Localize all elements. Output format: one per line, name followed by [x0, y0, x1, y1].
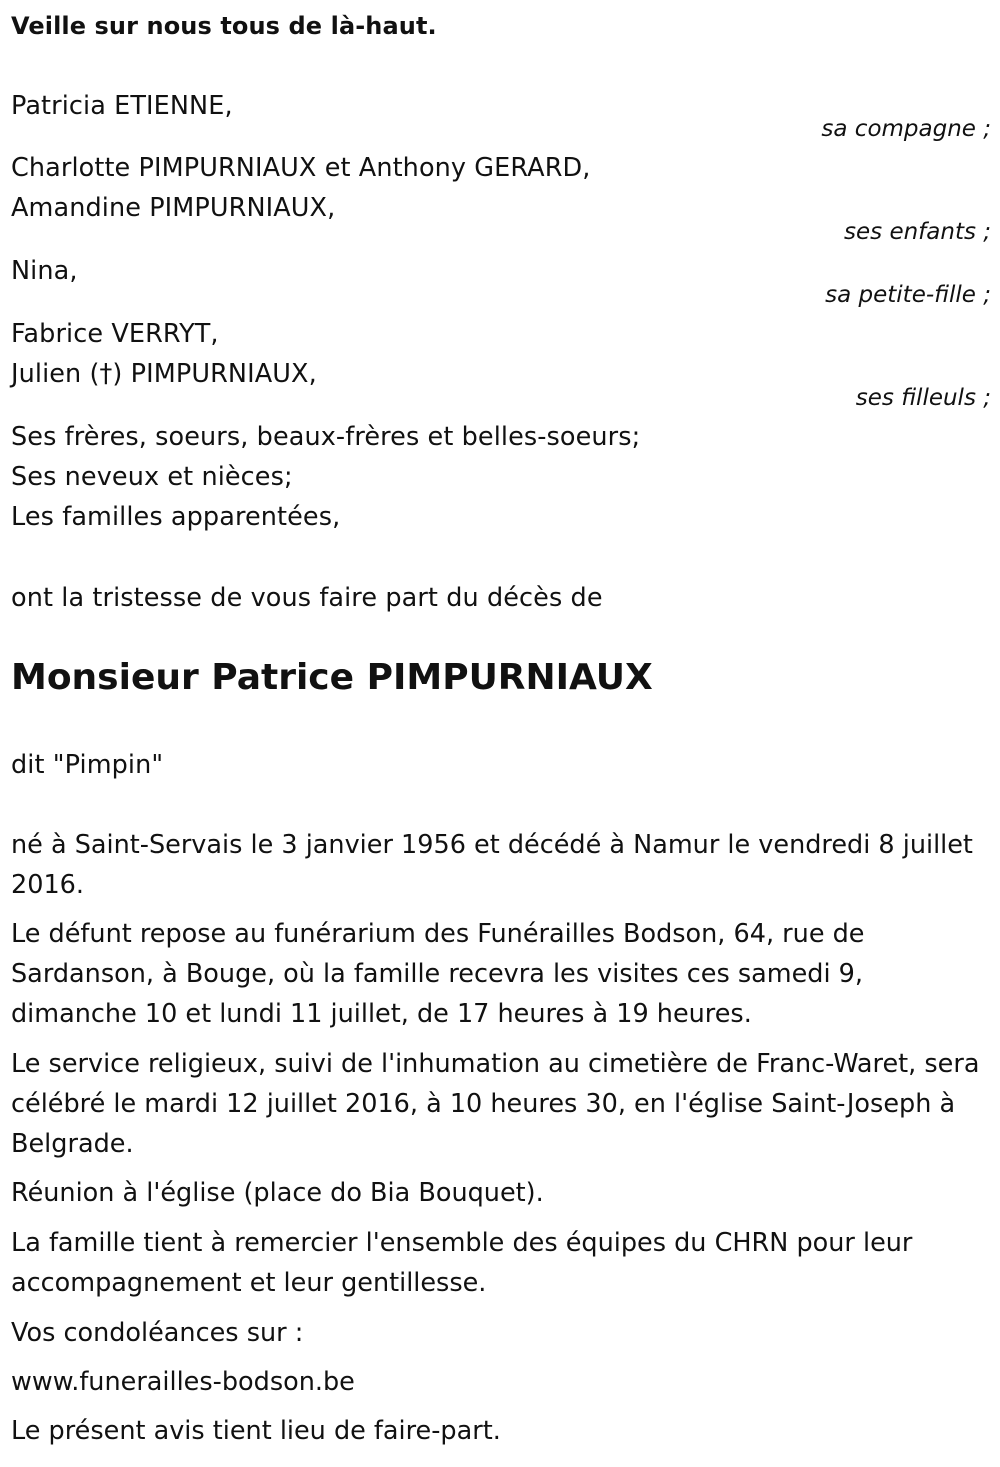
- godson-name: Julien (†) PIMPURNIAUX,: [11, 359, 317, 389]
- meeting-paragraph: Réunion à l'église (place do Bia Bouquet).: [11, 1178, 544, 1208]
- service-paragraph: Le service religieux, suivi de l'inhumation au cimetière de Franc-Waret, sera célébré le mardi 12 juillet 2016, à 10 heures 30, en l'église Saint-Joseph à Belgrade.: [11, 1049, 980, 1159]
- birth-death-paragraph: né à Saint-Servais le 3 janvier 1956 et décédé à Namur le vendredi 8 juillet 2016.: [11, 830, 973, 900]
- other-relatives-line: Ses frères, soeurs, beaux-frères et belles-soeurs;: [11, 422, 641, 452]
- deceased-nickname: dit "Pimpin": [11, 750, 164, 780]
- death-notice: [11, 0, 991, 1467]
- deceased-name: Monsieur Patrice PIMPURNIAUX: [11, 657, 653, 698]
- visitation-paragraph: Le défunt repose au funérarium des Funérailles Bodson, 64, rue de Sardanson, à Bouge, où la famille recevra les visites ces samedi 9, dimanche 10 et lundi 11 juillet, de 17 heures à 19 heures.: [11, 919, 865, 1029]
- notice-text: Le présent avis tient lieu de faire-part.: [11, 1416, 501, 1446]
- godsons-relation: ses filleuls ;: [855, 385, 991, 411]
- granddaughter-relation: sa petite-fille ;: [825, 282, 991, 308]
- children-relation: ses enfants ;: [844, 219, 991, 245]
- child-name: Charlotte PIMPURNIAUX et Anthony GERARD,: [11, 153, 591, 183]
- motto: Veille sur nous tous de là-haut.: [11, 12, 437, 40]
- godson-name: Fabrice VERRYT,: [11, 319, 219, 349]
- thanks-paragraph: La famille tient à remercier l'ensemble des équipes du CHRN pour leur accompagnement et leur gentillesse.: [11, 1228, 913, 1298]
- announcement-text: ont la tristesse de vous faire part du décès de: [11, 583, 603, 613]
- other-relatives-line: Les familles apparentées,: [11, 502, 341, 532]
- other-relatives-line: Ses neveux et nièces;: [11, 462, 293, 492]
- website-link[interactable]: www.funerailles-bodson.be: [11, 1367, 355, 1397]
- companion-relation: sa compagne ;: [821, 116, 991, 142]
- condolences-label: Vos condoléances sur :: [11, 1318, 304, 1348]
- granddaughter-name: Nina,: [11, 256, 78, 286]
- child-name: Amandine PIMPURNIAUX,: [11, 193, 336, 223]
- companion-name: Patricia ETIENNE,: [11, 91, 233, 121]
